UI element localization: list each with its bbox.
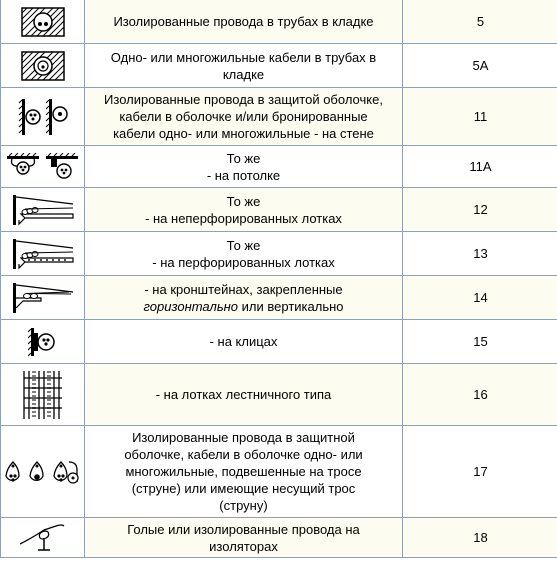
table-row (1, 44, 557, 88)
cable-on-ceiling-icon (1, 153, 84, 181)
method-code: 11A (403, 146, 557, 188)
method-code: 16 (403, 364, 557, 426)
icon-cell (1, 146, 85, 188)
description-line: - на потолке (206, 167, 281, 183)
description-line: многожильные, подвешенные на тросе (125, 464, 362, 479)
emphasis-text: горизонтально (143, 298, 239, 314)
method-code: 17 (403, 426, 557, 518)
icon-cell (1, 44, 85, 88)
unperforated-tray-icon (1, 194, 84, 226)
icon-cell (1, 0, 85, 44)
description-line: оболочке, кабели в оболочке одно- или (124, 447, 363, 462)
description-line: Изолированные провода в защитой оболочке, (104, 92, 383, 107)
description-line: кладке (222, 66, 265, 82)
description-line: Изолированные провода в защитной (132, 430, 355, 445)
description-line: - на клицах (209, 334, 278, 349)
description-line: изоляторах (209, 538, 278, 554)
description-cell (85, 426, 403, 518)
icon-cell (1, 88, 85, 146)
description-line: - на перфорированных лотках (152, 254, 335, 270)
table-row (1, 146, 557, 188)
description-cell (85, 232, 403, 276)
description-cell (85, 0, 403, 44)
icon-cell (1, 232, 85, 276)
table-row (1, 426, 557, 518)
description-line: (струну) (219, 498, 268, 513)
description-line: То же (226, 237, 261, 253)
description-line: Одно- или многожильные кабели в трубах в (110, 49, 377, 65)
table-row (1, 364, 557, 426)
icon-cell (1, 276, 85, 320)
description-line: То же (226, 150, 261, 166)
insulator-mount-icon (1, 524, 84, 552)
description-cell (85, 88, 403, 146)
description-cell (85, 518, 403, 558)
method-code: 14 (403, 276, 557, 320)
icon-cell (1, 518, 85, 558)
description-line: - на неперфорированных лотках (145, 210, 342, 226)
description-line: - на кронштейнах, закрепленные (144, 281, 343, 297)
conduit-in-masonry-icon (1, 7, 84, 37)
table-row (1, 232, 557, 276)
ladder-tray-icon (1, 370, 84, 420)
description-line: (струне) или имеющие несущий трос (131, 481, 356, 496)
description-line: То же (226, 193, 261, 209)
description-cell (85, 44, 403, 88)
description-cell (85, 320, 403, 364)
description-text: или вертикально (238, 298, 344, 314)
table-row (1, 320, 557, 364)
description-line: Голые или изолированные провода на (127, 521, 360, 537)
method-code: 13 (403, 232, 557, 276)
table-row (1, 0, 557, 44)
description-cell (85, 188, 403, 232)
description-line: кабели одно- или многожильные - на стене (113, 126, 374, 141)
cable-conduit-in-masonry-icon (1, 51, 84, 81)
table-row (1, 518, 557, 558)
cleat-mount-icon (1, 327, 84, 357)
description-line: - на лотках лестничного типа (155, 387, 332, 402)
method-code: 5A (403, 44, 557, 88)
icon-cell (1, 364, 85, 426)
method-code: 12 (403, 188, 557, 232)
description-cell (85, 364, 403, 426)
method-code: 18 (403, 518, 557, 558)
method-code: 15 (403, 320, 557, 364)
method-code: 11 (403, 88, 557, 146)
table-row (1, 188, 557, 232)
bracket-mount-icon (1, 282, 84, 314)
table-row (1, 88, 557, 146)
icon-cell (1, 320, 85, 364)
perforated-tray-icon (1, 238, 84, 270)
table-row (1, 276, 557, 320)
description-line (85, 298, 402, 315)
description-cell (85, 276, 403, 320)
icon-cell (1, 188, 85, 232)
icon-cell (1, 426, 85, 518)
description-cell (85, 146, 403, 188)
catenary-wire-icon (1, 456, 84, 488)
method-code: 5 (403, 0, 557, 44)
sheathed-cable-on-wall-icon (1, 97, 84, 137)
description-line: Изолированные провода в трубах в кладке (113, 14, 374, 29)
description-line: кабели в оболочке и/или бронированные (119, 109, 368, 124)
